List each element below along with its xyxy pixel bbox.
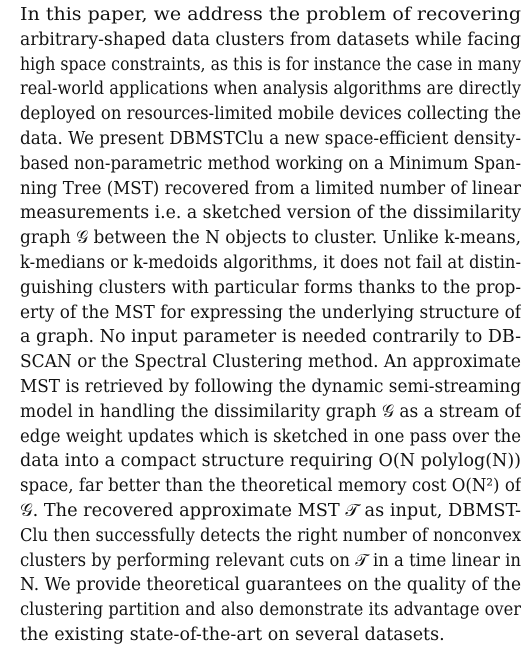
abstract-line-8: ning Tree (MST) recovered from a limited number of linear xyxy=(20,178,521,199)
abstract-line-7: based non-parametric method working on a Minimum Span- xyxy=(20,153,521,174)
abstract-line-17: model in handling the dissimilarity graph 𝒢 as a stream of xyxy=(20,401,521,422)
abstract-line-14: a graph. No input parameter is needed contrarily to DB- xyxy=(20,327,521,348)
abstract-line-16: MST is retrieved by following the dynamic semi-streaming xyxy=(20,376,521,397)
abstract-line-6: data. We present DBMSTClu a new space-efficient density- xyxy=(20,128,521,149)
abstract-line-22: Clu then successfully detects the right number of nonconvex xyxy=(20,525,521,546)
abstract-line-25: clustering partition and also demonstrate its advantage over xyxy=(20,600,521,621)
abstract-line-12: guishing clusters with particular forms thanks to the prop- xyxy=(20,277,521,298)
abstract-line-3: high space constraints, as this is for instance the case in many xyxy=(20,54,521,75)
abstract-line-20: space, far better than the theoretical memory cost O(N²) of xyxy=(20,476,521,497)
abstract-line-15: SCAN or the Spectral Clustering method. An approximate xyxy=(20,352,521,373)
abstract-line-5: deployed on resources-limited mobile devices collecting the xyxy=(20,104,521,125)
abstract-line-23: clusters by performing relevant cuts on 𝒯 in a time linear in xyxy=(20,550,521,571)
abstract-line-26: the existing state-of-the-art on several datasets. xyxy=(20,624,445,645)
abstract-body xyxy=(20,3,521,648)
abstract-line-9: measurements i.e. a sketched version of the dissimilarity xyxy=(20,203,521,224)
abstract-line-18: edge weight updates which is sketched in one pass over the xyxy=(20,426,521,447)
abstract-line-24: N. We provide theoretical guarantees on the quality of the xyxy=(20,575,521,596)
abstract-line-11: k-medians or k-medoids algorithms, it does not fail at distin- xyxy=(20,252,521,273)
abstract-line-21: 𝒢. The recovered approximate MST 𝒯 as input, DBMST- xyxy=(20,500,521,521)
abstract-line-2: arbitrary-shaped data clusters from datasets while facing xyxy=(20,29,521,50)
abstract-line-4: real-world applications when analysis algorithms are directly xyxy=(20,79,521,100)
abstract-line-19: data into a compact structure requiring O(N polylog(N)) xyxy=(20,451,521,472)
abstract-line-10: graph 𝒢 between the N objects to cluster. Unlike k-means, xyxy=(20,228,521,249)
abstract-line-13: erty of the MST for expressing the underlying structure of xyxy=(20,302,521,323)
abstract-line-1: In this paper, we address the problem of recovering xyxy=(20,5,521,25)
